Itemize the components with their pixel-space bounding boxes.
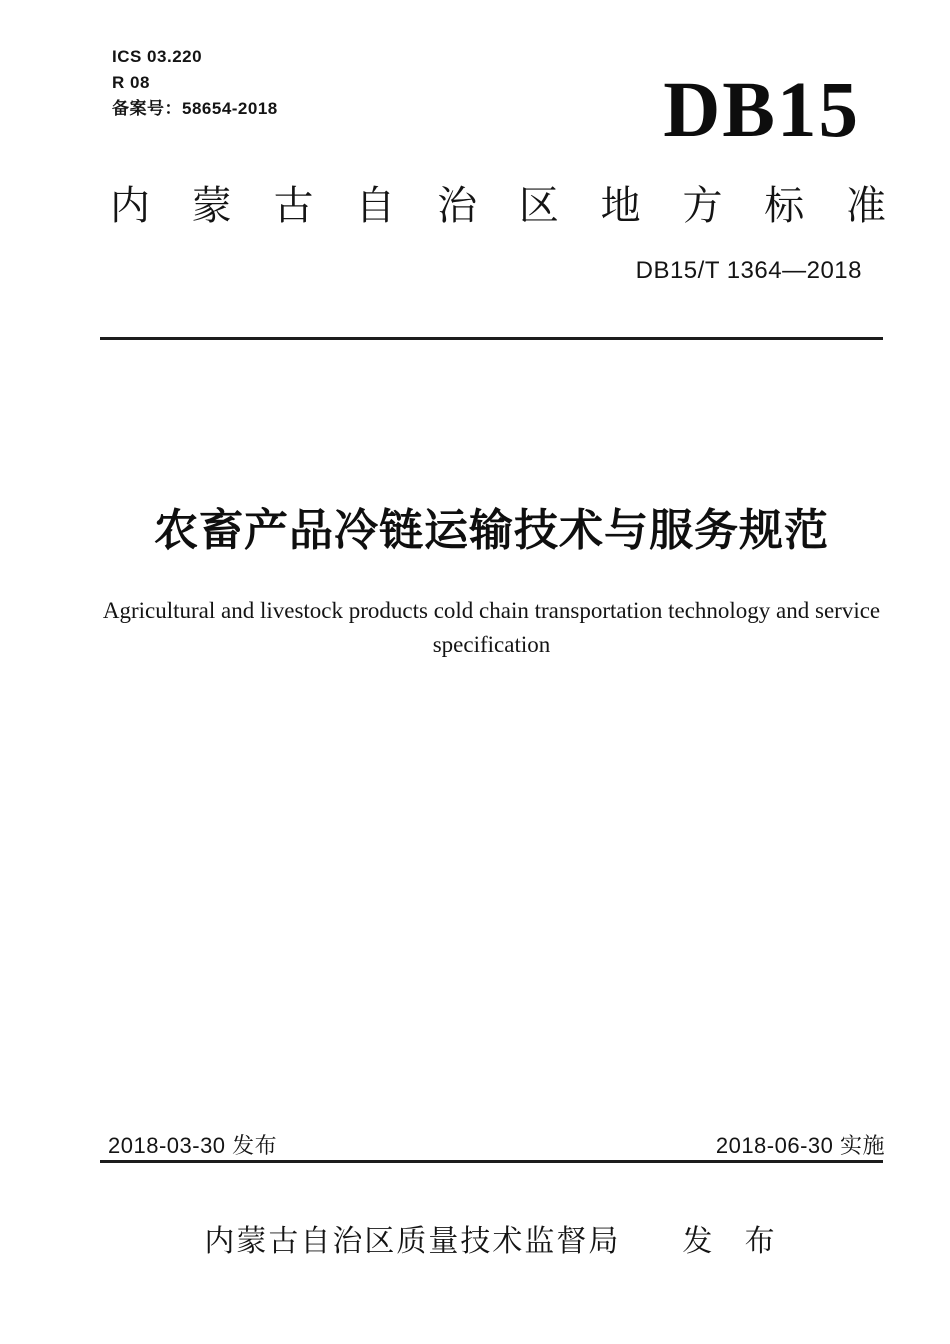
title-english-line2: specification bbox=[432, 632, 551, 657]
document-title-english bbox=[96, 594, 887, 662]
publisher-name: 内蒙古自治区质量技术监督局 bbox=[204, 1225, 621, 1258]
dates-row bbox=[108, 1132, 885, 1160]
record-number: 备案号：58654-2018 bbox=[112, 99, 278, 118]
ics-classification-block bbox=[112, 44, 278, 122]
db15-logo: DB15 bbox=[663, 67, 860, 154]
document-title-chinese: 农畜产品冷链运输技术与服务规范 bbox=[154, 506, 829, 555]
class-code: R 08 bbox=[112, 73, 150, 92]
standard-name: 内蒙古自治区地方标准 bbox=[110, 184, 886, 228]
footer-divider-line bbox=[100, 1160, 883, 1163]
title-english-line1: Agricultural and livestock products cold chain transportation technology and service bbox=[102, 598, 881, 623]
issue-date: 2018-03-30 发布 bbox=[108, 1133, 278, 1158]
publish-label: 发 布 bbox=[682, 1225, 787, 1258]
header-divider-line bbox=[100, 337, 883, 340]
implement-date: 2018-06-30 实施 bbox=[715, 1133, 885, 1158]
publisher-row bbox=[100, 1224, 891, 1260]
standard-number: DB15/T 1364—2018 bbox=[635, 257, 862, 284]
ics-code: ICS 03.220 bbox=[112, 47, 203, 66]
